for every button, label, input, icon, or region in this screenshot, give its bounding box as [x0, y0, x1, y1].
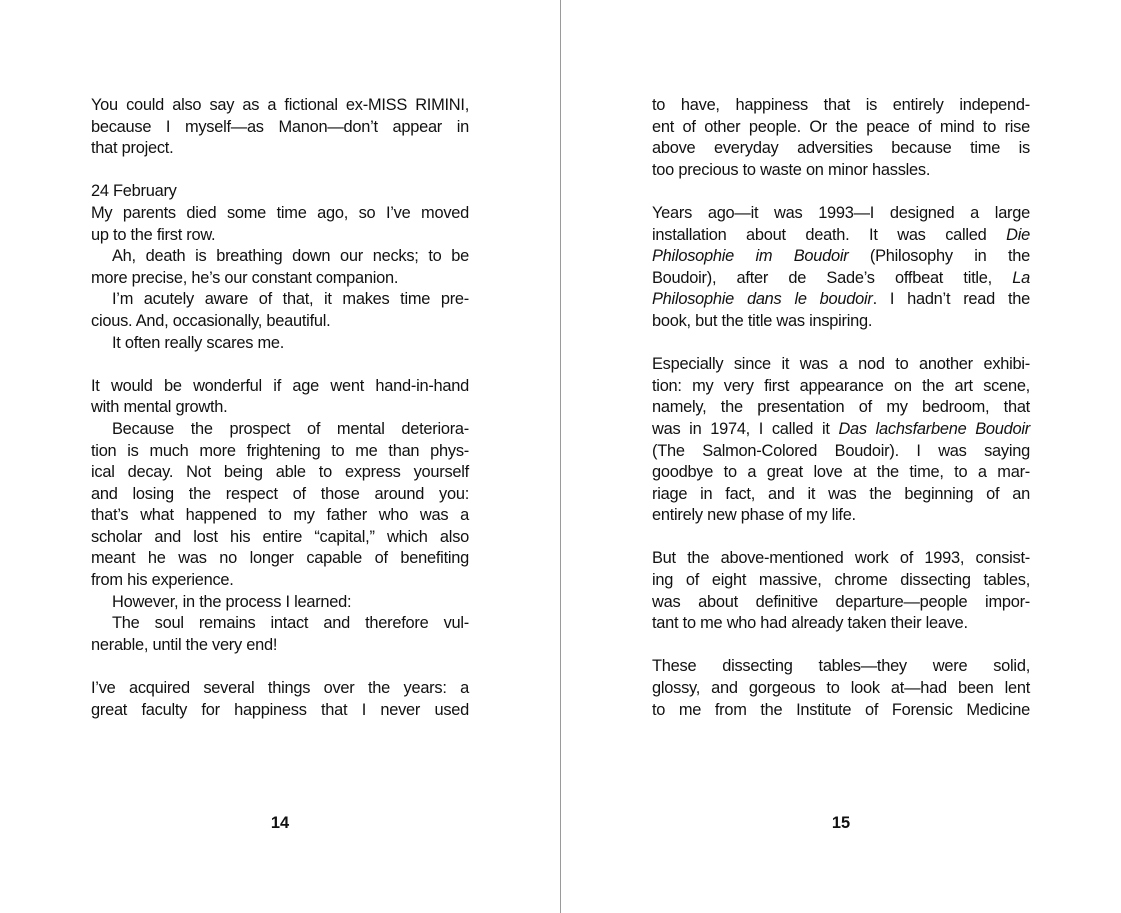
paragraph-gap	[652, 181, 1030, 203]
text-line: to have, happiness that is entirely independ-	[652, 96, 1030, 114]
italic-title-run: Philosophie im Boudoir	[652, 247, 849, 266]
text-line: Especially since it was a nod to another exhibi-	[652, 355, 1030, 374]
text-line: riage in fact, and it was the beginning of an	[652, 484, 1030, 503]
text-line	[652, 419, 1030, 441]
text-line: entirely new phase of my life.	[652, 506, 856, 525]
text-line: meant he was no longer capable of benefiting	[91, 549, 469, 568]
italic-title-run: Die	[1006, 225, 1030, 244]
text-run: . I hadn’t read the	[872, 290, 1030, 309]
text-line: to me from the Institute of Forensic Medicine	[652, 700, 1030, 719]
text-line: goodbye to a great love at the time, to a mar-	[652, 463, 1030, 482]
text-line: that project.	[91, 139, 174, 158]
left-page-number: 14	[270, 814, 290, 832]
text-line: too precious to waste on minor hassles.	[652, 160, 931, 179]
text-line: The soul remains intact and therefore vul-	[112, 614, 469, 633]
text-line: above everyday adversities because time is	[652, 139, 1030, 158]
text-line: that’s what happened to my father who was a	[91, 506, 469, 525]
text-run: was in 1974, I called it	[652, 419, 839, 438]
paragraph-gap	[652, 333, 1030, 355]
text-line: However, in the process I learned:	[112, 592, 352, 611]
text-line: These dissecting tables—they were solid,	[652, 657, 1030, 676]
text-line: cious. And, occasionally, beautiful.	[91, 311, 331, 330]
text-run: (Philosophy in the	[848, 247, 1030, 266]
text-line: ent of other people. Or the peace of mind to rise	[652, 117, 1030, 136]
paragraph-gap	[91, 160, 469, 182]
paragraph-gap	[91, 656, 469, 678]
paragraph-gap	[652, 635, 1030, 657]
text-line: tion: my very first appearance on the art scene,	[652, 376, 1030, 395]
text-line: You could also say as a fictional ex-MISS RIMINI,	[91, 96, 469, 114]
text-line: ing of eight massive, chrome dissecting tables,	[652, 571, 1030, 590]
italic-title-run: Das lachsfarbene Boudoir	[838, 419, 1030, 438]
text-line: from his experience.	[91, 571, 234, 590]
text-line: I’m acutely aware of that, it makes time pre-	[112, 290, 469, 309]
text-line: But the above-mentioned work of 1993, consist-	[652, 549, 1030, 568]
text-line	[652, 225, 1030, 247]
italic-title-run: La	[1012, 268, 1030, 287]
text-line: tion is much more frightening to me than phys-	[91, 441, 469, 460]
text-line: namely, the presentation of my bedroom, that	[652, 398, 1030, 417]
text-line: book, but the title was inspiring.	[652, 311, 873, 330]
text-line: I’ve acquired several things over the years: a	[91, 679, 469, 698]
right-page-text	[652, 95, 1030, 721]
text-line: and losing the respect of those around you:	[91, 484, 469, 503]
italic-title-run: Philosophie dans le boudoir	[652, 290, 873, 309]
text-line: My parents died some time ago, so I’ve moved	[91, 203, 469, 222]
text-run: Boudoir), after de Sade’s offbeat title,	[652, 268, 1013, 287]
text-line: because I myself—as Manon—don’t appear in	[91, 117, 469, 136]
text-line: was about definitive departure—people impor-	[652, 592, 1030, 611]
text-line: glossy, and gorgeous to look at—had been lent	[652, 679, 1030, 698]
text-line: Ah, death is breathing down our necks; to be	[112, 247, 469, 266]
text-line: nerable, until the very end!	[91, 635, 278, 654]
text-line: (The Salmon-Colored Boudoir). I was saying	[652, 441, 1030, 460]
text-line: 24 February	[91, 182, 177, 201]
text-line: tant to me who had already taken their leave.	[652, 614, 968, 633]
text-line	[652, 268, 1030, 290]
text-line: It often really scares me.	[112, 333, 285, 352]
text-line: great faculty for happiness that I never used	[91, 700, 469, 719]
text-line: up to the first row.	[91, 225, 216, 244]
text-line: Years ago—it was 1993—I designed a large	[652, 203, 1030, 222]
right-page-number: 15	[831, 814, 851, 832]
text-run: installation about death. It was called	[652, 225, 1007, 244]
text-line: more precise, he’s our constant companion.	[91, 268, 399, 287]
text-line: scholar and lost his entire “capital,” which also	[91, 527, 469, 546]
text-line	[652, 289, 1030, 311]
text-line: ical decay. Not being able to express yourself	[91, 463, 469, 482]
text-line: Because the prospect of mental deteriora-	[112, 419, 469, 438]
text-line	[652, 246, 1030, 268]
left-page-text	[91, 95, 469, 721]
book-gutter-divider	[560, 0, 561, 913]
paragraph-gap	[91, 354, 469, 376]
text-line: It would be wonderful if age went hand-in-hand	[91, 376, 469, 395]
paragraph-gap	[652, 527, 1030, 549]
text-line: with mental growth.	[91, 398, 228, 417]
